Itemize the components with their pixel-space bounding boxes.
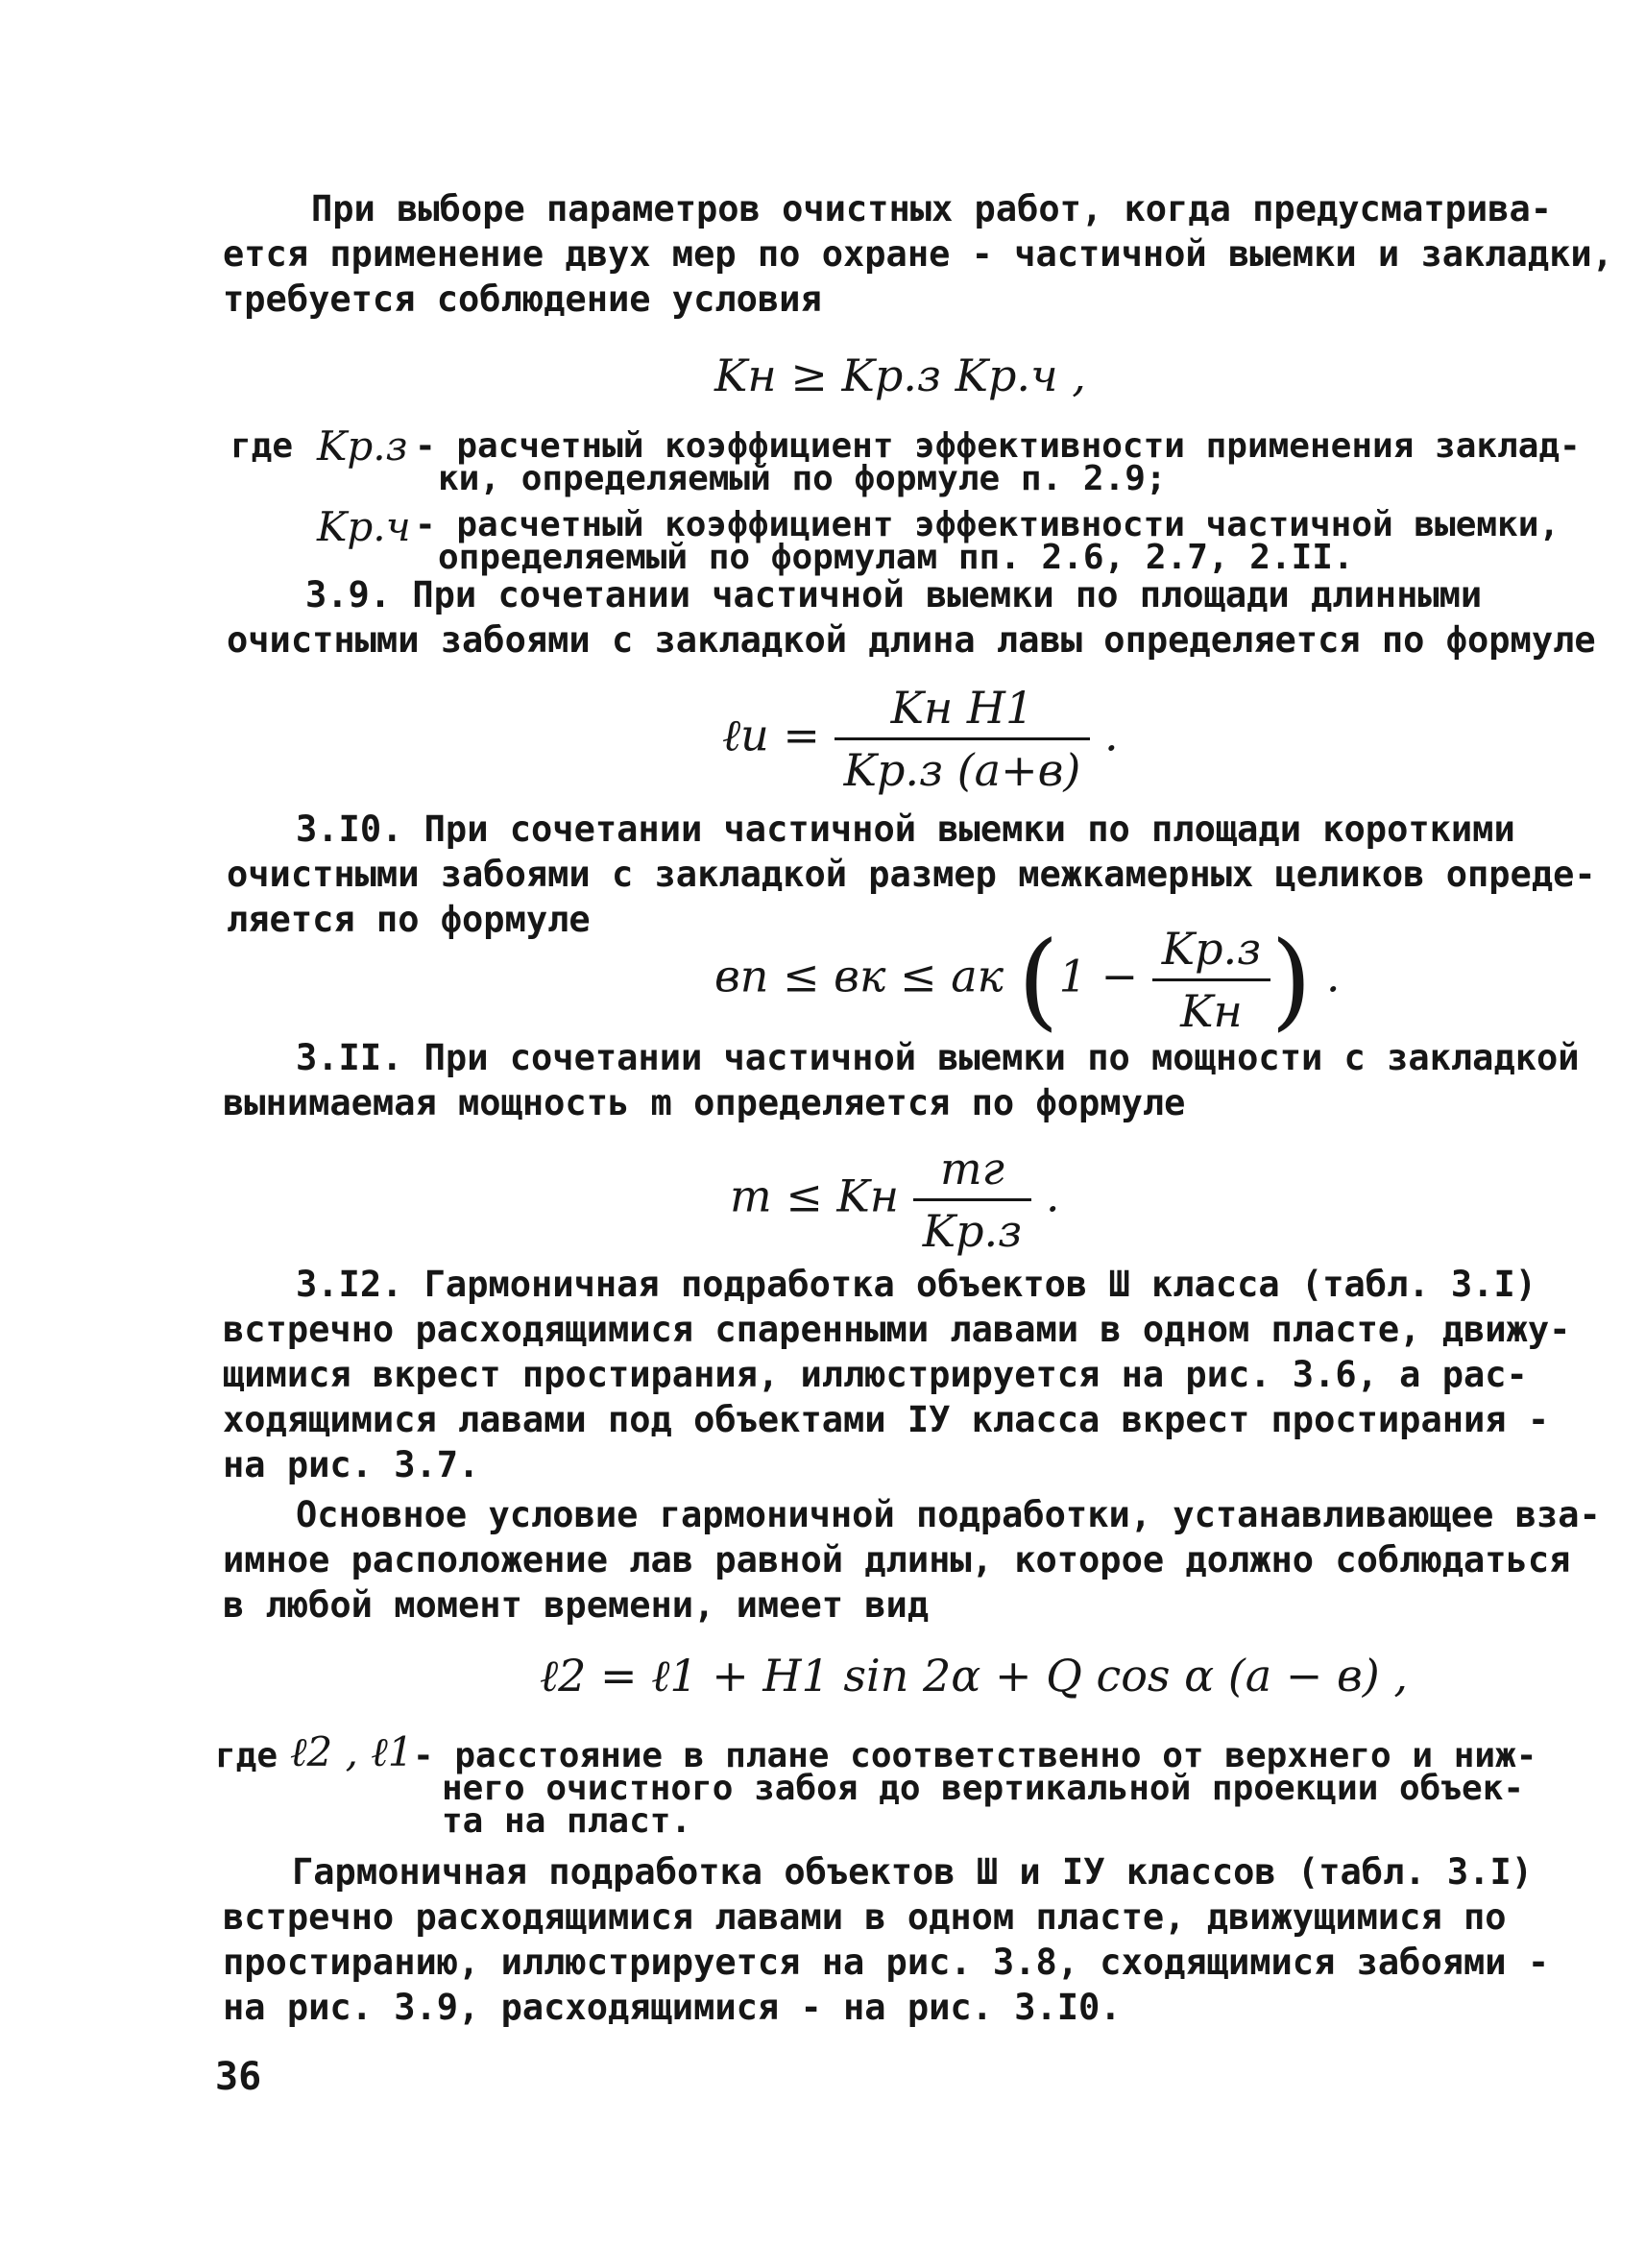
numerator: mг <box>913 1146 1032 1201</box>
paragraph-3-12 <box>223 1262 1571 1487</box>
definition-kpch <box>415 505 1560 577</box>
paragraph-3-9 <box>227 572 1596 663</box>
text-line: него очистного забоя до вертикальной проекции объек- <box>442 1769 1525 1808</box>
text-line: ляется по формуле <box>227 899 591 940</box>
text-line: 3.I0. При сочетании частичной выемки по площади короткими <box>296 808 1515 850</box>
formula-end: . <box>1045 1170 1060 1222</box>
definition-l2-l1 <box>413 1736 1537 1841</box>
formula-lava-length <box>722 682 1119 796</box>
numerator: Kр.з <box>1152 927 1271 981</box>
formula-harmonic: ℓ2 = ℓ1 + H1 sin 2α + Q cos α (a − в) , <box>540 1650 1408 1701</box>
text-line: щимися вкрест простирания, иллюстрируется на рис. 3.6, а рас- <box>223 1354 1528 1395</box>
paragraph-intro <box>223 186 1613 322</box>
fraction <box>1152 923 1271 1037</box>
text-line: - расчетный коэффициент эффективности частичной выемки, <box>415 505 1560 544</box>
definition-kpz <box>415 426 1581 498</box>
text-line: встречно расходящимися спаренными лавами в одном пласте, движу- <box>223 1309 1571 1350</box>
text-line: на рис. 3.7. <box>223 1444 480 1485</box>
formula-end: . <box>1103 709 1119 761</box>
formula-lhs: m ≤ Kн <box>730 1170 900 1222</box>
symbol-l2-l1: ℓ2 , ℓ1 <box>290 1728 414 1775</box>
formula-condition: Kн ≥ Kр.з Kр.ч , <box>714 350 1086 401</box>
text-line: ется применение двух мер по охране - частичной выемки и закладки, <box>223 233 1613 275</box>
text-line: ки, определяемый по формуле п. 2.9; <box>438 459 1167 498</box>
text-line: в любой момент времени, имеет вид <box>223 1584 930 1626</box>
text-line: 3.9. При сочетании частичной выемки по площади длинными <box>305 574 1483 615</box>
formula-lhs: ℓu = <box>722 709 820 761</box>
left-paren: ( <box>1017 918 1059 1042</box>
formula-end: . <box>1325 950 1341 1002</box>
text-line: Основное условие гармоничной подработки, устанавливающее вза- <box>296 1494 1601 1535</box>
numerator: Kн H1 <box>835 686 1091 740</box>
text-line: ходящимися лавами под объектами IУ класса вкрест простирания - <box>223 1399 1550 1440</box>
text-line: При выборе параметров очистных работ, когда предусматрива- <box>311 188 1553 229</box>
text-line: вынимаемая мощность m определяется по формуле <box>223 1082 1186 1123</box>
paragraph-3-11 <box>223 1035 1580 1125</box>
formula-one: 1 − <box>1058 950 1139 1002</box>
text-line: - расчетный коэффициент эффективности применения заклад- <box>415 426 1581 466</box>
fraction <box>835 682 1091 796</box>
formula-lhs: вп ≤ вк ≤ aк <box>714 950 1004 1002</box>
text-line: на рис. 3.9, расходящимися - на рис. 3.I0. <box>223 1987 1122 2028</box>
paragraph-3-10 <box>227 807 1596 942</box>
right-paren: ) <box>1270 918 1313 1042</box>
text-line: простиранию, иллюстрируется на рис. 3.8, сходящимися забоями - <box>223 1942 1550 1983</box>
paragraph-basic-condition <box>223 1492 1601 1628</box>
formula-pillar-size <box>714 918 1341 1042</box>
text-line: определяемый по формулам пп. 2.6, 2.7, 2.II. <box>438 538 1354 577</box>
denominator: Kр.з <box>922 1205 1023 1257</box>
symbol-kpch: Kр.ч <box>317 503 411 550</box>
paragraph-final <box>223 1849 1550 2030</box>
where-label: где <box>230 426 294 466</box>
text-line: требуется соблюдение условия <box>223 278 822 320</box>
formula-thickness <box>730 1143 1060 1257</box>
denominator: Kн <box>1180 985 1243 1037</box>
text-line: очистными забоями с закладкой длина лавы определяется по формуле <box>227 619 1596 661</box>
text-line: та на пласт. <box>442 1801 692 1841</box>
symbol-kpz: Kр.з <box>317 422 408 470</box>
text-line: 3.II. При сочетании частичной выемки по мощности с закладкой <box>296 1037 1580 1078</box>
text-line: Гармоничная подработка объектов Ш и IУ классов (табл. 3.I) <box>292 1851 1534 1893</box>
text-line: имное расположение лав равной длины, которое должно соблюдаться <box>223 1539 1571 1580</box>
page-number: 36 <box>215 2055 262 2099</box>
text-line: 3.I2. Гармоничная подработка объектов Ш класса (табл. 3.I) <box>296 1264 1537 1305</box>
where-label: где <box>215 1736 278 1775</box>
text-line: очистными забоями с закладкой размер межкамерных целиков опреде- <box>227 854 1596 895</box>
fraction <box>913 1143 1032 1257</box>
text-line: встречно расходящимися лавами в одном пласте, движущимися по <box>223 1896 1507 1938</box>
denominator: Kр.з (a+в) <box>843 744 1081 796</box>
text-line: - расстояние в плане соответственно от верхнего и ниж- <box>413 1736 1537 1775</box>
